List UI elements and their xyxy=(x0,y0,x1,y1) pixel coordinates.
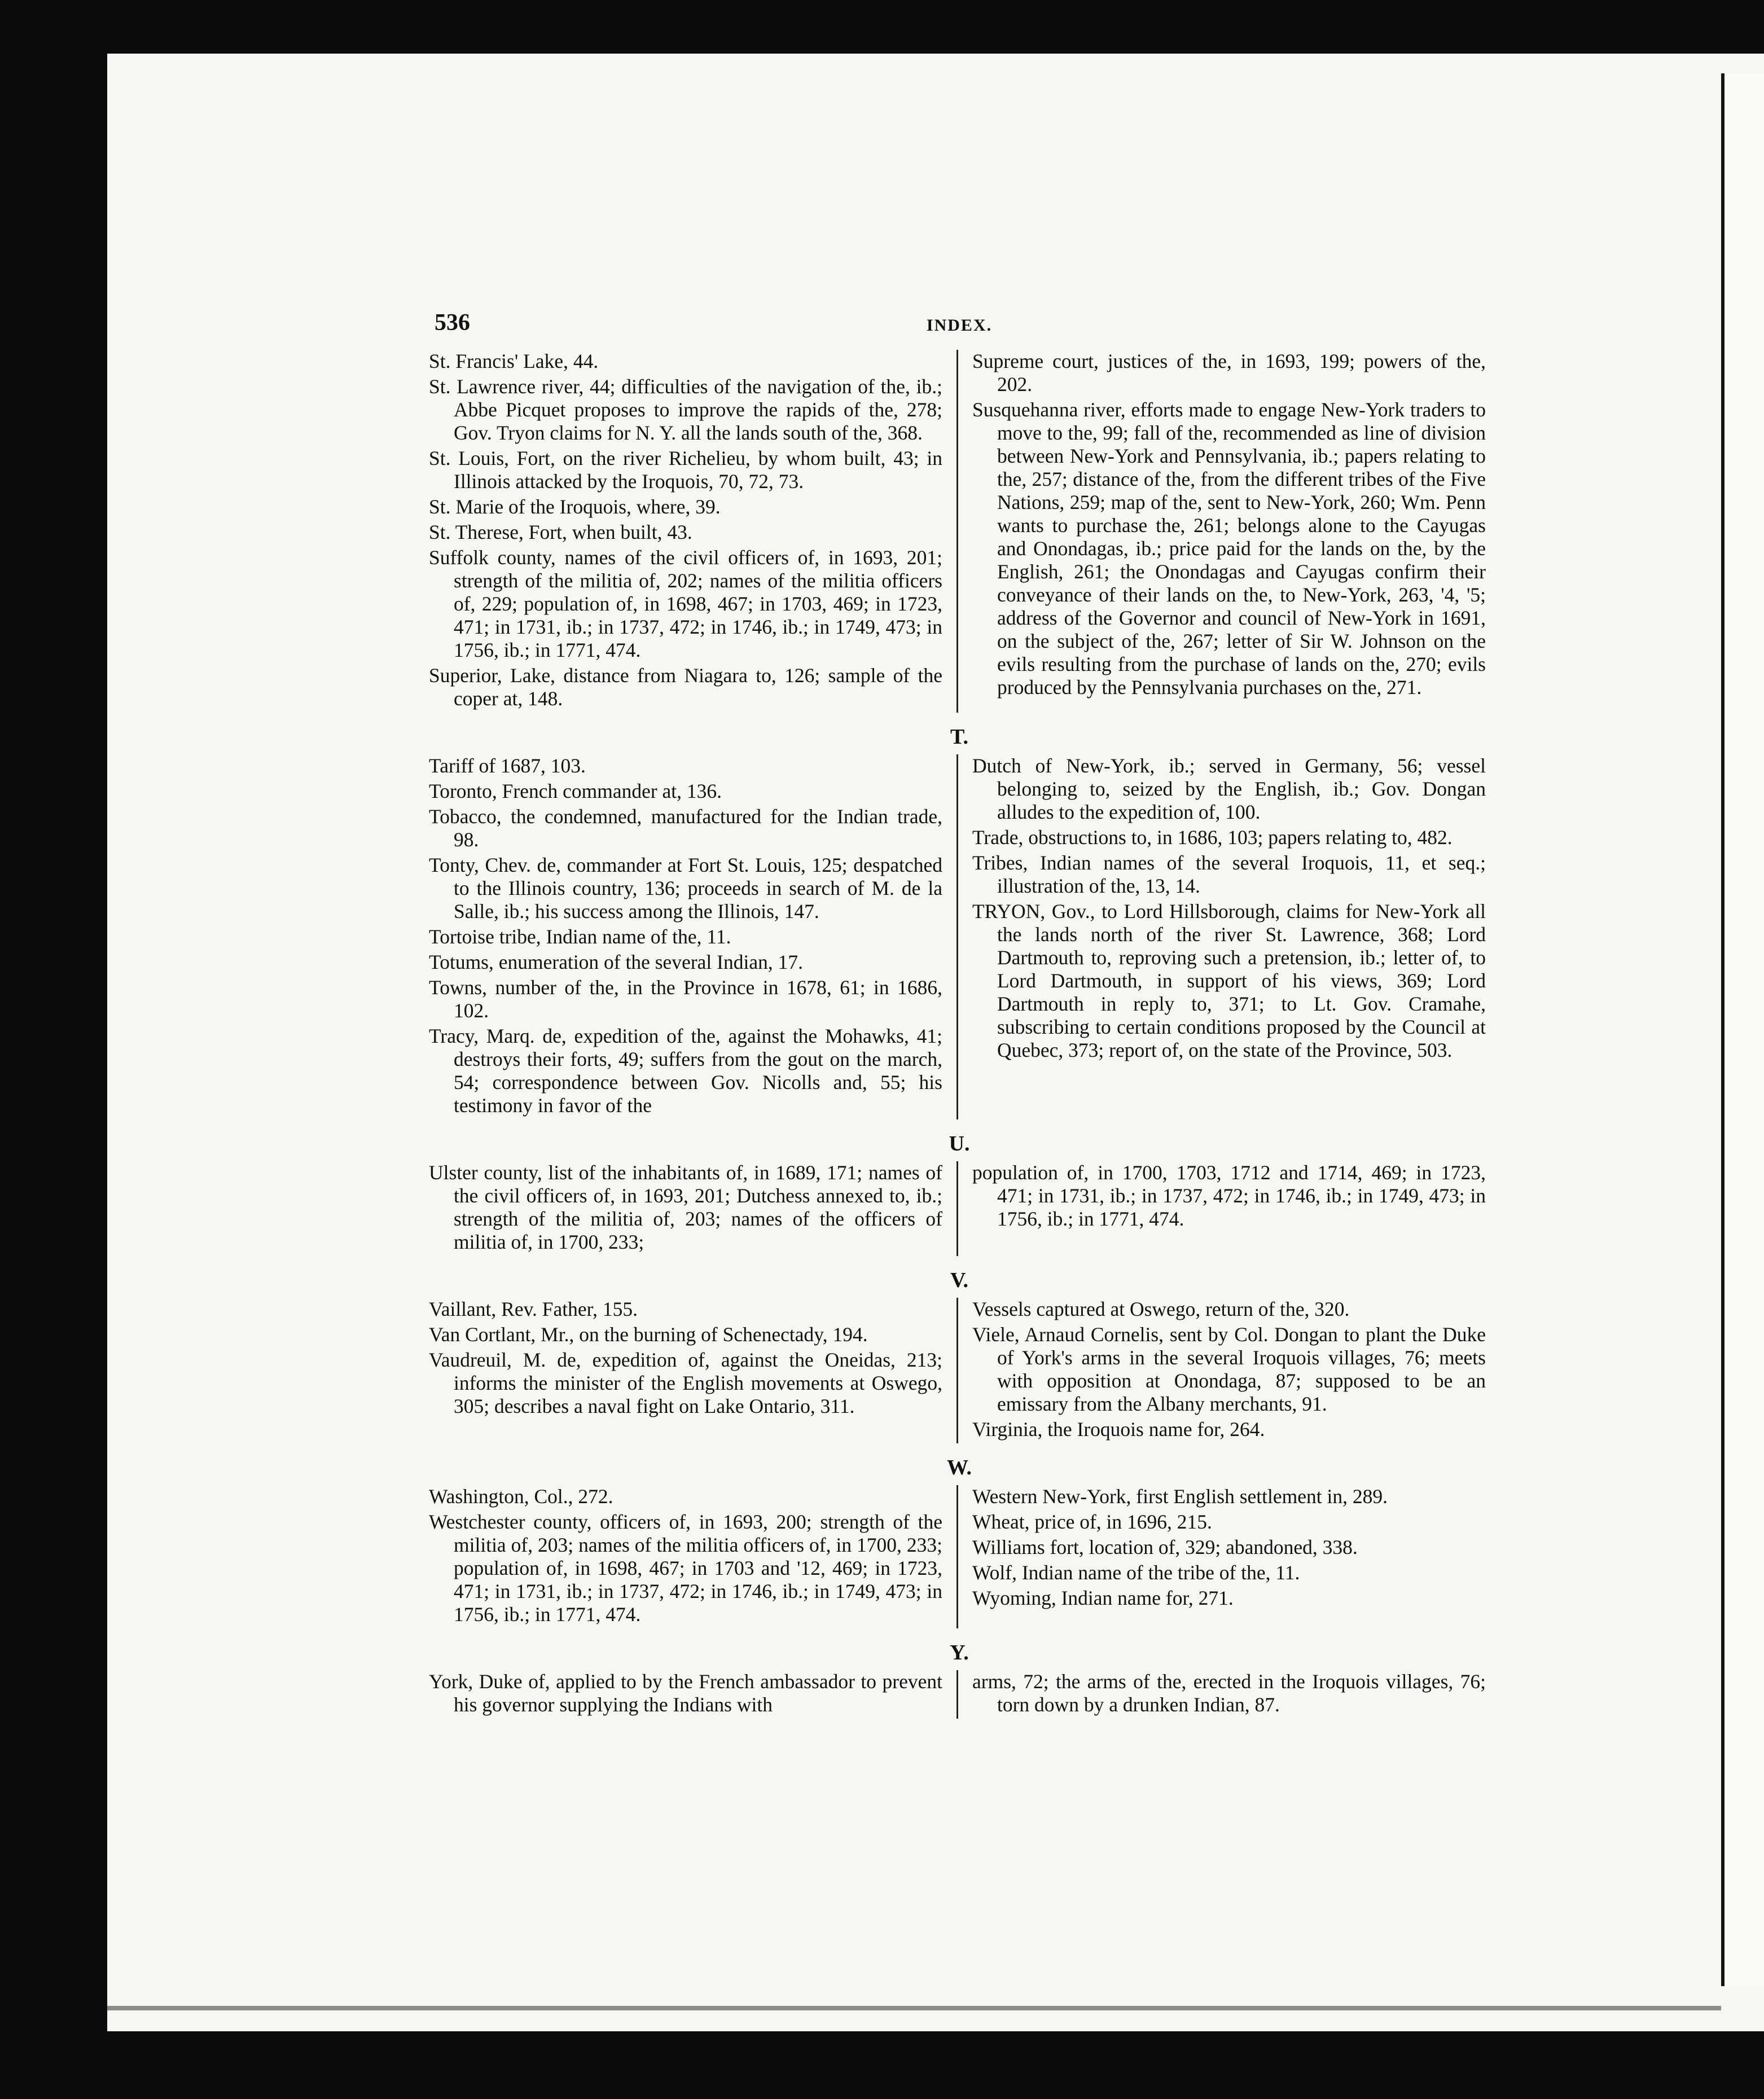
facing-page-edge xyxy=(1721,73,1764,1986)
index-columns xyxy=(429,350,1490,1719)
index-section xyxy=(429,1298,1490,1443)
index-entry: Dutch of New-York, ib.; served in Germany, 56; vessel belonging to, seized by the English, ib.; Gov. Dongan alludes to the expedition of, 100. xyxy=(972,754,1486,823)
section-letter: T. xyxy=(950,725,969,749)
index-entry: Westchester county, officers of, in 1693, 200; strength of the militia of, 203; names of the militia officers of, in 1700, 233; population of, in 1698, 467; in 1703 and '12, 469; in 1723, 471; in 1731, ib.; in 1737, 472; in 1746, ib.; in 1749, 473; in 1756, ib.; in 1771, 474. xyxy=(429,1510,942,1626)
running-head: INDEX. xyxy=(926,316,993,335)
index-section xyxy=(429,1670,1490,1719)
index-entry: St. Francis' Lake, 44. xyxy=(429,350,599,372)
index-entry: Washington, Col., 272. xyxy=(429,1485,613,1508)
index-entry: Van Cortlant, Mr., on the burning of Schenectady, 194. xyxy=(429,1323,868,1346)
index-entry: arms, 72; the arms of the, erected in the Iroquois villages, 76; torn down by a drunken Indian, 87. xyxy=(972,1670,1486,1716)
right-column xyxy=(956,350,1486,713)
index-entry: Wyoming, Indian name for, 271. xyxy=(972,1587,1234,1609)
left-column xyxy=(429,1670,956,1719)
index-entry: Tonty, Chev. de, commander at Fort St. Louis, 125; despatched to the Illinois country, 136; proceeds in search of M. de la Salle, ib.; his success among the Illinois, 147. xyxy=(429,854,942,923)
section-letter: W. xyxy=(946,1456,972,1479)
left-column xyxy=(429,1485,956,1628)
index-entry: Wolf, Indian name of the tribe of the, 11. xyxy=(972,1561,1300,1584)
index-entry: Ulster county, list of the inhabitants of, in 1689, 171; names of the civil officers of, in 1693, 201; Dutchess annexed to, ib.; strength of the militia of, 203; names of the officers of militia of, in 1700, 233; xyxy=(429,1161,942,1253)
right-column xyxy=(956,1670,1486,1719)
index-section xyxy=(429,754,1490,1119)
left-column xyxy=(429,754,956,1119)
index-entry: Superior, Lake, distance from Niagara to, 126; sample of the coper at, 148. xyxy=(429,664,942,710)
index-entry: St. Louis, Fort, on the river Richelieu, by whom built, 43; in Illinois attacked by the Iroquois, 70, 72, 73. xyxy=(429,447,942,493)
left-column xyxy=(429,1298,956,1443)
right-column xyxy=(956,1485,1486,1628)
index-entry: Susquehanna river, efforts made to engage New-York traders to move to the, 99; fall of the, recommended as line of division between New-York and Pennsylvania, ib.; papers relating to the, 257; distance of the, from the different tribes of the Five Nations, 259; map of the, sent to New-York, 260; Wm. Penn wants to purchase the, 261; belongs alone to the Cayugas and Onondagas, ib.; price paid for the lands on the, by the English, 261; the Onondagas and Cayugas confirm their conveyance of their lands on the, to New-York, 263, '4, '5; address of the Governor and council of New-York in 1691, on the subject of the, 267; letter of Sir W. Johnson on the evils resulting from the purchase of lands on the, 270; evils produced by the Pennsylvania purchases on the, 271. xyxy=(972,398,1486,699)
index-section xyxy=(429,1485,1490,1628)
index-entry: population of, in 1700, 1703, 1712 and 1714, 469; in 1723, 471; in 1731, ib.; in 1737, 472; in 1746, ib.; in 1749, 473; in 1756, ib.; in 1771, 474. xyxy=(972,1161,1486,1230)
page-header xyxy=(435,309,1484,349)
index-entry: St. Therese, Fort, when built, 43. xyxy=(429,521,692,543)
index-entry: York, Duke of, applied to by the French ambassador to prevent his governor supplying the Indians with xyxy=(429,1670,942,1716)
index-entry: Virginia, the Iroquois name for, 264. xyxy=(972,1418,1265,1441)
index-entry: Tariff of 1687, 103. xyxy=(429,754,586,777)
index-entry: Wheat, price of, in 1696, 215. xyxy=(972,1510,1212,1533)
right-column xyxy=(956,1298,1486,1443)
index-entry: Tortoise tribe, Indian name of the, 11. xyxy=(429,925,731,948)
index-entry: Western New-York, first English settlement in, 289. xyxy=(972,1485,1388,1508)
index-entry: Suffolk county, names of the civil officers of, in 1693, 201; strength of the militia of, 202; names of the militia officers of, 229; population of, in 1698, 467; in 1703, 469; in 1723, 471; in 1731, ib.; in 1737, 472; in 1746, ib.; in 1749, 473; in 1756, ib.; in 1771, 474. xyxy=(429,546,942,661)
index-entry: Vaudreuil, M. de, expedition of, against the Oneidas, 213; informs the minister of the English movements at Oswego, 305; describes a naval fight on Lake Ontario, 311. xyxy=(429,1349,942,1417)
left-column xyxy=(429,350,956,713)
index-entry: Trade, obstructions to, in 1686, 103; papers relating to, 482. xyxy=(972,826,1453,849)
index-entry: Tracy, Marq. de, expedition of the, against the Mohawks, 41; destroys their forts, 49; suffers from the gout on the march, 54; correspondence between Gov. Nicolls and, 55; his testimony in favor of the xyxy=(429,1025,942,1117)
index-entry: Williams fort, location of, 329; abandoned, 338. xyxy=(972,1536,1358,1558)
index-entry: Supreme court, justices of the, in 1693, 199; powers of the, 202. xyxy=(972,350,1486,396)
page-number: 536 xyxy=(435,310,470,336)
section-letter: V. xyxy=(950,1268,969,1292)
index-entry: St. Lawrence river, 44; difficulties of the navigation of the, ib.; Abbe Picquet proposes to improve the rapids of the, 278; Gov. Tryon claims for N. Y. all the lands south of the, 368. xyxy=(429,375,942,444)
index-entry: TRYON, Gov., to Lord Hillsborough, claims for New-York all the lands north of the river St. Lawrence, 368; Lord Dartmouth to, reproving such a pretension, ib.; letter of, to Lord Dartmouth, in support of his views, 369; Lord Dartmouth in reply to, 371; to Lt. Gov. Cramahe, subscribing to certain conditions proposed by the Council at Quebec, 373; report of, on the state of the Province, 503. xyxy=(972,900,1486,1061)
index-entry: Vessels captured at Oswego, return of the, 320. xyxy=(972,1298,1350,1320)
index-entry: Tribes, Indian names of the several Iroquois, 11, et seq.; illustration of the, 13, 14. xyxy=(972,851,1486,897)
index-entry: St. Marie of the Iroquois, where, 39. xyxy=(429,495,721,518)
index-section xyxy=(429,350,1490,713)
section-letter: U. xyxy=(949,1132,970,1156)
left-column xyxy=(429,1161,956,1256)
page-bottom-shadow xyxy=(107,2006,1721,2010)
right-column xyxy=(956,754,1486,1119)
index-entry: Toronto, French commander at, 136. xyxy=(429,780,722,802)
section-letter: Y. xyxy=(950,1641,969,1665)
index-section xyxy=(429,1161,1490,1256)
index-entry: Totums, enumeration of the several Indian, 17. xyxy=(429,951,803,973)
index-entry: Viele, Arnaud Cornelis, sent by Col. Dongan to plant the Duke of York's arms in the several Iroquois villages, 76; meets with opposition at Onondaga, 87; supposed to be an emissary from the Albany merchants, 91. xyxy=(972,1323,1486,1415)
right-column xyxy=(956,1161,1486,1256)
index-entry: Towns, number of the, in the Province in 1678, 61; in 1686, 102. xyxy=(429,976,942,1022)
index-entry: Vaillant, Rev. Father, 155. xyxy=(429,1298,638,1320)
index-entry: Tobacco, the condemned, manufactured for the Indian trade, 98. xyxy=(429,805,942,851)
